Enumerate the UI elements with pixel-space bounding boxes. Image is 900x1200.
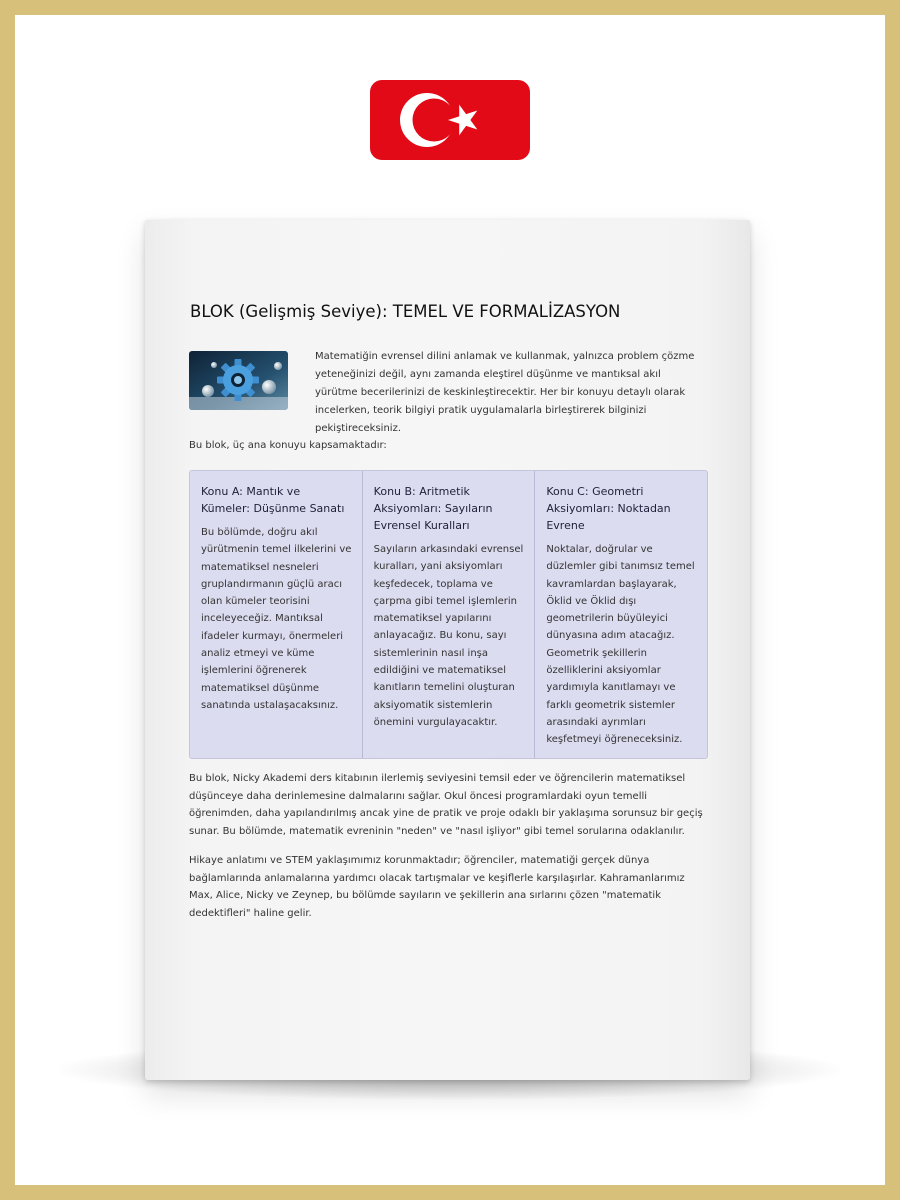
topic-c <box>535 471 707 758</box>
topic-body: Sayıların arkasındaki evrensel kuralları, yani aksiyomları keşfedecek, toplama ve çarpma gibi temel işlemlerin matematiksel yapılarını anlayacağız. Bu konu, sayı sistemlerinin nasıl inşa edildiğini ve matematiksel kanıtların temelini oluşturan aksiyomatik sistemlerin önemini vurgulayacaktır. <box>373 544 524 728</box>
body-paragraph-2: Hikaye anlatımı ve STEM yaklaşımımız korunmaktadır; öğrenciler, matematiği gerçek dünya bağlamlarında anlamalarına yardımcı olacak tartışmalar ve keşiflerle karşılaşırlar. Kahramanlarımız Max, Alice, Nicky ve Zeynep, bu bölümde sayıların ve şekillerin ana sırlarını çözen "matematik dedektifleri" haline gelir. <box>189 855 685 919</box>
gear-icon <box>189 351 288 410</box>
document-page <box>145 220 750 1080</box>
crescent-star-icon <box>370 80 530 160</box>
topics-table <box>189 470 708 759</box>
topics-lead: Bu blok, üç ana konuyu kapsamaktadır: <box>189 440 387 451</box>
body-paragraph-1: Bu blok, Nicky Akademi ders kitabının ilerlemiş seviyesini temsil eder ve öğrencilerin matematiksel düşünceye daha derinlemesine dalmalarını sağlar. Okul öncesi programlardaki oyun temelli öğrenimden, daha yapılandırılmış ancak yine de pratik ve proje odaklı bir yaklaşıma sorunsuz bir geçiş sunar. Bu bölümde, matematik evreninin "neden" ve "nasıl işliyor" gibi temel sorularına odaklanılır. <box>189 773 703 837</box>
topic-b <box>363 471 536 758</box>
topic-body: Noktalar, doğrular ve düzlemler gibi tanımsız temel kavramlardan başlayarak, Öklid ve Öklid dışı geometrilerin büyüleyici dünyasına adım atacağız. Geometrik şekillerin özelliklerini aksiyomlar yardımıyla kanıtlamayı ve farklı geometrik sistemler arasındaki ayrımları keşfetmeyi öğreneceksiniz. <box>546 544 695 746</box>
topic-title: Konu A: Mantık ve Kümeler: Düşünme Sanatı <box>201 485 345 515</box>
turkey-flag <box>370 80 530 160</box>
topic-title: Konu B: Aritmetik Aksiyomları: Sayıların Evrensel Kuralları <box>373 485 493 532</box>
topic-a <box>190 471 363 758</box>
topic-body: Bu bölümde, doğru akıl yürütmenin temel ilkelerini ve matematiksel nesneleri gruplandırmanın güçlü aracı olan kümeler teorisini inceleyeceğiz. Mantıksal ifadeler kurmayı, önermeleri analiz etmeyi ve küme işlemlerini öğrenerek matematiksel düşünme sanatında ustalaşacaksınız. <box>201 527 352 711</box>
gear-image <box>189 351 288 410</box>
topic-title: Konu C: Geometri Aksiyomları: Noktadan Evrene <box>546 485 671 532</box>
intro-paragraph: Matematiğin evrensel dilini anlamak ve kullanmak, yalnızca problem çözme yeteneğinizi değil, aynı zamanda eleştirel düşünme ve mantıksal akıl yürütme becerilerinizi de keskinleştirecektir. Her bir konuyu detaylı olarak incelerken, teorik bilgiyi pratik uygulamalarla birleştirerek bilginizi pekiştireceksiniz. <box>315 351 695 434</box>
document-title: BLOK (Gelişmiş Seviye): TEMEL VE FORMALİZASYON <box>190 302 621 321</box>
